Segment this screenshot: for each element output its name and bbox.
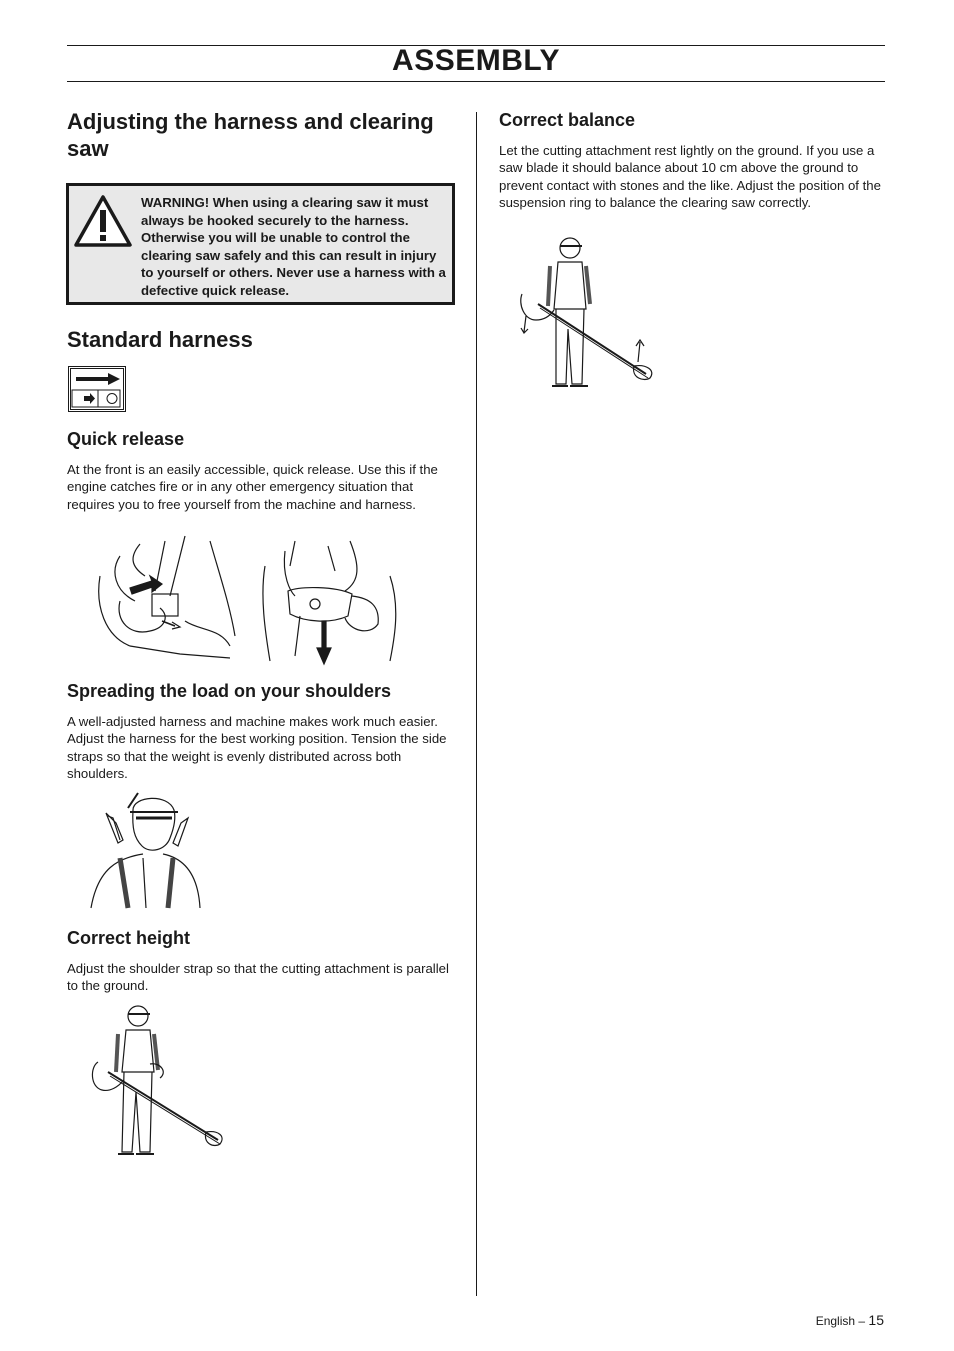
warning-triangle-icon [73, 194, 133, 248]
warning-text: WARNING! When using a clearing saw it must always be hooked securely to the harness. Otherwise you will be unable to control the clearing saw safely and this can result in injury to yourself or others. Never use a harness with a defective quick release. [141, 195, 446, 298]
heading-spreading-load: Spreading the load on your shoulders [67, 681, 392, 701]
text-correct-height: Adjust the shoulder strap so that the cutting attachment is parallel to the ground. [67, 961, 449, 994]
header-rule-bottom [67, 81, 885, 82]
section-title-standard-harness: Standard harness [67, 327, 253, 352]
page-number: 15 [868, 1312, 884, 1328]
heading-correct-balance: Correct balance [499, 110, 636, 130]
footer-separator: – [858, 1314, 866, 1328]
page-footer [816, 1312, 884, 1328]
heading-correct-height: Correct height [67, 928, 191, 948]
page-title: ASSEMBLY [392, 44, 560, 77]
model-reference-arrow-icon [68, 366, 126, 412]
warning-box [66, 183, 455, 305]
shoulder-harness-illustration [88, 788, 208, 913]
text-correct-balance: Let the cutting attachment rest lightly on the ground. If you use a saw blade it should balance about 10 cm above the ground to prevent contact with stones and the like. Adjust the position of the suspension ring to balance the clearing saw correctly. [499, 143, 881, 211]
heading-quick-release: Quick release [67, 429, 185, 449]
correct-balance-illustration [518, 234, 658, 394]
footer-language: English [815, 1314, 856, 1328]
correct-height-illustration [88, 1002, 228, 1162]
text-quick-release: At the front is an easily accessible, quick release. Use this if the engine catches fire or in any other emergency situation that requires you to free yourself from the machine and harness. [67, 462, 438, 512]
quick-release-illustration [90, 536, 420, 666]
text-spreading-load: A well-adjusted harness and machine makes work much easier. Adjust the harness for the best working position. Tension the side straps so that the weight is evenly distributed across both shoulders. [67, 714, 447, 782]
section-title-harness: Adjusting the harness and clearing saw [67, 109, 434, 161]
column-divider [476, 112, 477, 1296]
